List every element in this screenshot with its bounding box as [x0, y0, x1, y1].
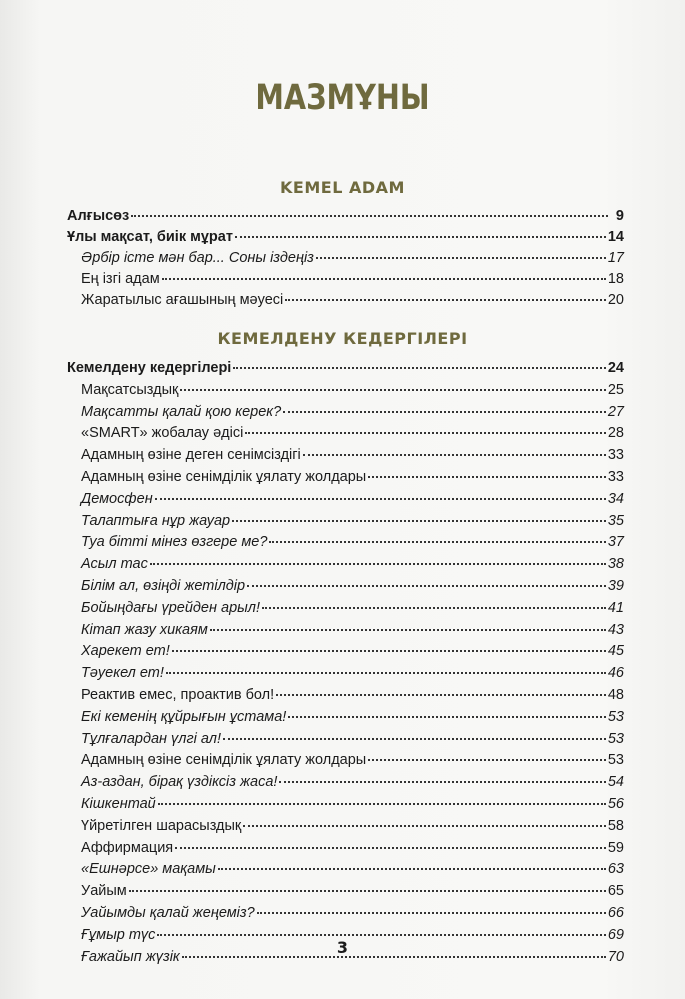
dot-leader	[245, 431, 606, 434]
toc-entry-page: 25	[607, 381, 624, 398]
toc-entry-title: Реактив емес, проактив бол!	[81, 686, 275, 703]
toc-entry-title: Тәуекел ет!	[81, 665, 164, 682]
dot-leader	[316, 256, 606, 259]
dot-leader	[262, 606, 606, 609]
toc-entry-title: Ғұмыр түс	[81, 926, 156, 943]
dot-leader	[172, 649, 606, 652]
toc-entry-page: 48	[607, 686, 624, 703]
toc-entry	[67, 269, 624, 290]
toc-entry-title: Бойыңдағы үрейден арыл!	[81, 599, 261, 616]
toc-entry	[67, 641, 624, 663]
toc-entry-title: Адамның өзіне сенімділік ұялату жолдары	[81, 468, 367, 485]
toc-entry-title: Демосфен	[81, 490, 153, 507]
toc-entry-title: Тұлғалардан үлгі ал!	[81, 730, 221, 747]
toc-entry	[67, 772, 624, 794]
dot-leader	[276, 693, 606, 696]
toc-entry-page: 24	[607, 360, 624, 376]
toc-entry-title: Кемелдену кедергілері	[67, 360, 232, 376]
section-heading-kemel-adam: KEMEL ADAM	[280, 178, 405, 197]
toc-entry-page: 14	[607, 229, 624, 245]
dot-leader	[232, 519, 606, 522]
toc-entry	[67, 859, 624, 881]
page-number: 3	[336, 938, 349, 957]
toc-entry-page: 37	[607, 534, 624, 551]
toc-entry	[67, 685, 624, 707]
dot-leader	[233, 366, 606, 369]
toc-entry-page: 53	[607, 752, 624, 769]
toc-entry-page: 53	[607, 708, 624, 725]
toc-entry	[67, 729, 624, 751]
toc-entry	[67, 816, 624, 838]
toc-entry-page: 38	[607, 556, 624, 573]
page-title: МАЗМҰНЫ	[255, 78, 430, 118]
toc-entry-title: Кітап жазу хикаям	[81, 621, 208, 638]
toc-entry-title: Аз-аздан, бірақ үздіксіз жаса!	[81, 774, 278, 791]
toc-entry-page: 65	[607, 883, 624, 900]
toc-entry-title: Туа бітті мінез өзгере ме?	[81, 534, 268, 551]
dot-leader	[269, 540, 605, 543]
toc-entry-page: 41	[607, 599, 624, 616]
toc-entry-title: Кішкентай	[81, 795, 156, 812]
toc-entry	[67, 532, 624, 554]
toc-entry-page: 54	[607, 774, 624, 791]
toc-entry	[67, 663, 624, 685]
toc-entry	[67, 445, 624, 467]
toc-entry	[67, 227, 624, 248]
toc-entry-page: 20	[607, 292, 624, 308]
toc-entry	[67, 206, 624, 227]
toc-entry-title: Уайымды қалай жеңеміз?	[81, 904, 255, 921]
toc-entry	[67, 423, 624, 445]
toc-entry-page: 59	[607, 839, 624, 856]
toc-list-kemeldenu-kedergileri	[67, 358, 624, 968]
toc-entry	[67, 467, 624, 489]
toc-entry-title: Жаратылыс ағашының мәуесі	[81, 292, 284, 308]
dot-leader	[180, 388, 606, 391]
dot-leader	[368, 475, 606, 478]
toc-entry	[67, 903, 624, 925]
dot-leader	[155, 497, 606, 500]
toc-list-kemel-adam	[67, 206, 624, 311]
toc-entry	[67, 358, 624, 380]
dot-leader	[223, 737, 606, 740]
toc-entry-page: 53	[607, 730, 624, 747]
toc-entry	[67, 838, 624, 860]
dot-leader	[283, 410, 606, 413]
toc-entry	[67, 554, 624, 576]
toc-entry-page: 43	[607, 621, 624, 638]
toc-entry-page: 46	[607, 665, 624, 682]
toc-entry-title: «Ешнәрсе» мақамы	[81, 861, 216, 878]
dot-leader	[166, 671, 606, 674]
toc-entry-title: Мақсатты қалай қою керек?	[81, 403, 282, 420]
toc-entry	[67, 598, 624, 620]
toc-entry-page: 9	[615, 208, 624, 224]
toc-entry-page: 28	[607, 425, 624, 442]
toc-entry-title: Екі кеменің құйрығын ұстама!	[81, 708, 287, 725]
dot-leader	[218, 867, 606, 870]
toc-entry-title: Ұлы мақсат, биік мұрат	[67, 229, 233, 245]
toc-entry-page: 58	[607, 817, 624, 834]
toc-entry-title: Ғажайып жүзік	[81, 948, 180, 965]
toc-entry-page: 63	[607, 861, 624, 878]
dot-leader	[285, 298, 606, 301]
section-heading-kemeldenu-kedergileri: КЕМЕЛДЕНУ КЕДЕРГІЛЕРІ	[217, 329, 468, 348]
dot-leader	[303, 453, 606, 456]
dot-leader	[279, 780, 605, 783]
dot-leader	[175, 846, 606, 849]
dot-leader	[210, 628, 606, 631]
toc-entry-title: Аффирмация	[81, 839, 174, 856]
toc-entry	[67, 707, 624, 729]
toc-entry-page: 70	[607, 948, 624, 965]
toc-entry-title: Ең ізгі адам	[81, 271, 160, 287]
dot-leader	[129, 889, 606, 892]
toc-entry	[67, 402, 624, 424]
toc-entry-title: Мақсатсыздық	[81, 381, 179, 398]
toc-entry	[67, 750, 624, 772]
dot-leader	[247, 584, 606, 587]
dot-leader	[288, 715, 606, 718]
toc-entry-title: Уайым	[81, 883, 127, 900]
toc-entry-page: 66	[607, 904, 624, 921]
toc-entry	[67, 881, 624, 903]
dot-leader	[157, 933, 605, 936]
toc-entry-title: Білім ал, өзіңді жетілдір	[81, 577, 246, 594]
toc-entry-page: 35	[607, 512, 624, 529]
toc-entry-page: 56	[607, 795, 624, 812]
dot-leader	[131, 214, 608, 217]
toc-entry-title: Адамның өзіне сенімділік ұялату жолдары	[81, 752, 367, 769]
toc-entry-page: 33	[607, 468, 624, 485]
toc-entry	[67, 794, 624, 816]
dot-leader	[243, 824, 606, 827]
toc-entry-page: 18	[607, 271, 624, 287]
toc-entry-title: Алғысөз	[67, 208, 130, 224]
toc-entry-page: 27	[607, 403, 624, 420]
dot-leader	[150, 562, 606, 565]
dot-leader	[158, 802, 606, 805]
toc-entry	[67, 248, 624, 269]
toc-entry-title: «SMART» жобалау әдісі	[81, 425, 244, 442]
toc-entry	[67, 489, 624, 511]
toc-entry-page: 69	[607, 926, 624, 943]
toc-entry-page: 17	[607, 250, 624, 266]
toc-entry-title: Харекет ет!	[81, 643, 170, 660]
toc-entry	[67, 380, 624, 402]
dot-leader	[257, 911, 606, 914]
toc-entry-title: Талаптыға нұр жауар	[81, 512, 231, 529]
toc-entry-title: Үйретілген шарасыздық	[81, 817, 242, 834]
dot-leader	[162, 277, 606, 280]
dot-leader	[235, 235, 606, 238]
toc-entry-page: 34	[607, 490, 624, 507]
toc-entry-title: Асыл тас	[81, 556, 148, 573]
toc-entry-title: Адамның өзіне деген сенімсіздігі	[81, 447, 301, 464]
toc-entry	[67, 620, 624, 642]
dot-leader	[368, 758, 606, 761]
toc-entry	[67, 511, 624, 533]
toc-entry-page: 39	[607, 577, 624, 594]
toc-entry-page: 45	[607, 643, 624, 660]
toc-entry	[67, 290, 624, 311]
toc-entry-page: 33	[607, 447, 624, 464]
toc-entry-title: Әрбір істе мән бар... Соны іздеңіз	[81, 250, 314, 266]
toc-entry	[67, 576, 624, 598]
